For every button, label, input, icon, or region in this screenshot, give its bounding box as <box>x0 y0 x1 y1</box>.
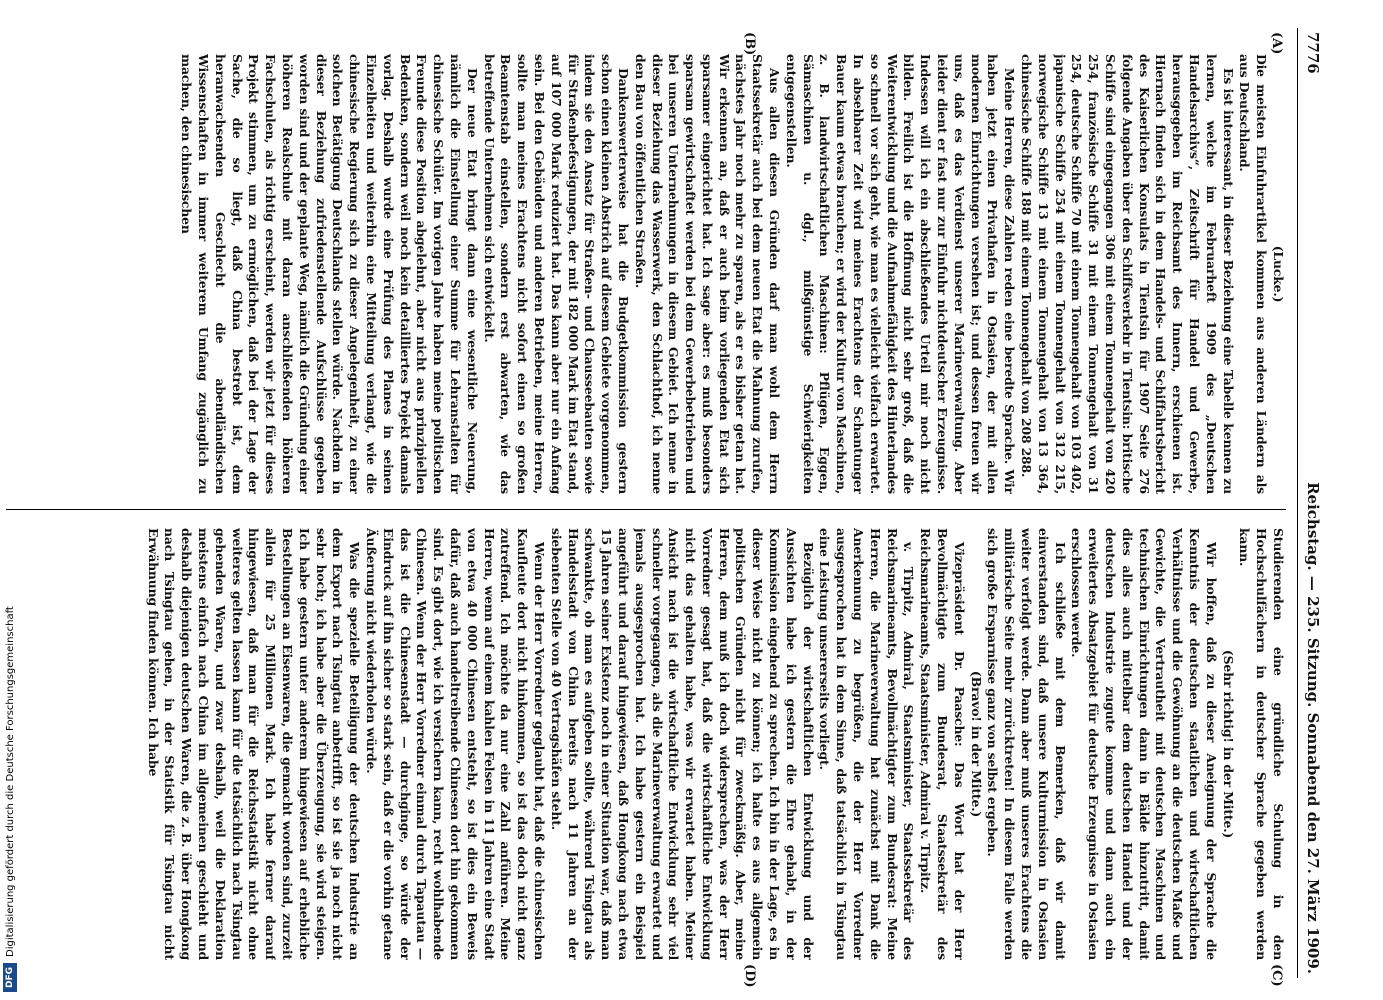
paragraph: Ich schließe mit dem Bemerken, daß wir damit einverstanden sind, daß unsere Kulturmission in Ostasien weiter verfolgt werde. Dann aber muß unseres Erachtens die militärische Seite mehr zurücktreten! In diesem Falle werden sich große Ersparnisse ganz von selbst ergeben. <box>985 528 1068 960</box>
running-head <box>1297 28 1322 978</box>
interjection: (Sehr richtig! in der Mitte.) <box>1220 649 1236 839</box>
paragraph: Wenn der Herr Vorredner geglaubt hat, daß die chinesischen Kaufleute dort nicht hinkommen, so ist das doch nicht ganz zutreffend. Ich möchte da nur eine Zahl anführen. Meine Herren, wenn auf einem kahlen Felsen in 11 Jahren eine Stadt von etwa 40 000 Chinesen entsteht, so ist dies ein Beweis dafür, daß auch handeltreibende Chinesen dort hin gekommen sind. Es gibt dort, wie ich versichern kann, recht wohlhabende Chinesen. Wenn der Herr Vorredner einmal durch Tapautau — das ist die Chinesenstadt — durchginge, so würde der Eindruck auf ihn sicher so stark sein, daß er die vorhin getane Äußerung nicht wiederholen würde. <box>363 528 547 960</box>
digitization-footer <box>0 0 20 1000</box>
page-title: Reichstag. — 235. Sitzung. Sonnabend den 27. März 1909. <box>1304 482 1322 974</box>
paragraph: Der neue Etat bringt dann eine wesentliche Neuerung, nämlich die Einstellung einer Summe für Lehranstalten für chinesische Schüler. Im vorigen Jahre haben meine politischen Freunde diese Position abgelehnt, aber nicht aus prinzipiellen Bedenken, sondern weil noch kein detailliertes Projekt damals vorlag. Deshalb wurde eine Prüfung des Planes in seinen Einzelheiten und weiterhin eine Mitteilung verlangt, wie die chinesische Regierung sich zu dieser Angelegenheit, zu einer solchen Betätigung Deutschlands stellen würde. Nachdem in dieser Beziehung zufriedenstellende Aufschlüsse gegeben worden sind und der geplante Weg, nämlich die Gründung einer höheren Realschule mit daran anschließenden höheren Fachschulen, als richtig erscheint, werden wir jetzt für dieses Projekt stimmen, um zu ermöglichen, daß bei der Lage der Sache, die so liegt, daß China bestrebt ist, dem heranwachsenden Geschlecht die abendländischen Wissenschaften in immer weiterem Umfang zugänglich zu machen, den chinesischen <box>179 54 480 494</box>
paragraph: Meine Herren, diese Zahlen reden eine beredte Sprache. Wir haben jetzt einen Privathafen in Ostasien, der mit allen modernen Einrichtungen versehen ist; und dessen freuen wir uns, daß es das Verdienst unserer Marineverwaltung. Aber leider dient er fast nur zur Einfuhr nichtdeutscher Erzeugnisse. Indessen will ich ein abschließendes Urteil mir noch nicht bilden. Freilich ist die Hoffnung nicht sehr groß, daß die Weiterentwicklung und die Aufnahmefähigkeit des Hinterlandes so schnell vor sich geht, wie man es vielleicht vielfach erwartet. In absehbarer Zeit wird meines Erachtens der Schantunger Bauer kaum etwas brauchen; er wird der Kultur von Maschinen, z. B. landwirtschaftlichen Maschinen: Pflügen, Eggen, Sämaschinen u. dgl., mißgünstige Schwierigkeiten entgegenstellen. <box>783 54 1018 494</box>
speaker-label: (Lucke.) <box>1271 245 1286 303</box>
paragraph: Wir hoffen, daß zu dieser Aneignung der Sprache die Kenntnis der deutschen staatlichen und wirtschaftlichen Verhältnisse und die Gewöhnung an die deutschen Maße und Gewichte, die Vertrautheit mit deutschen Maschinen und technischen Einrichtungen dann in Bälde hinzutritt, damit dies alles auch mittelbar dem deutschen Handel und der deutschen Industrie zugute komme und dann auch ein erweitertes Absatzgebiet für deutsche Erzeugnisse in Ostasien erschlossen werde. <box>1069 528 1219 960</box>
margin-mark-c: (C) <box>1269 964 1284 987</box>
margin-mark-d: (D) <box>742 964 757 988</box>
footer-text: Digitalisierung gefördert durch die Deutsche Forschungsgemeinschaft <box>4 606 16 957</box>
paragraph: Vizepräsident Dr. Paasche: Das Wort hat der Herr Bevollmächtigte zum Bundesrat, Staatssekretär des Reichsmarineamts, Staatsminister, Admiral v. Tirpitz. <box>918 528 967 960</box>
page-number: 7776 <box>1304 32 1322 74</box>
margin-mark-a: (A) <box>1269 32 1284 55</box>
interjection: (Bravo! in der Mitte.) <box>968 670 984 818</box>
paragraph: Dankenswerterweise hat die Budgetkommission gestern schon einen kleinen Abstrich auf diesem Gebiete vorgenommen, indem sie den Ansatz für Straßen- und Chausseebauten sowie für Straßenbefestigungen, der mit 182 000 Mark im Etat stand, auf 107 000 Mark reduziert hat. Das kann aber nur ein Anfang sein. Bei den Gebäuden und anderen Betrieben, meine Herren, sollte man meines Erachtens nicht sofort einen so großen Beamtenstab einstellen, sondern erst abwarten, wie das betreffende Unternehmen sich entwickelt. <box>481 54 631 494</box>
paragraph: v. Tirpitz, Admiral, Staatsminister, Staatssekretär des Reichsmarineamts, Bevollmächtigter zum Bundesrat: Meine Herren, die Marineverwaltung hat zunächst mit Dank die Anerkennung zu begrüßen, die der Herr Vorredner ausgesprochen hat in dem Sinne, daß tatsächlich in Tsingtau eine Leistung unsererseits vorliegt. <box>817 528 917 960</box>
paragraph: Studierenden eine gründliche Schulung in den Hochschulfächern in deutscher Sprache gegeben werden kann. <box>1237 528 1286 960</box>
paragraph: Was die spezielle Beteiligung der deutschen Industrie an dem Export nach Tsingtau anbetrifft, so ist sie ja noch nicht sehr hoch; ich habe aber die Überzeugung, sie wird steigen. Ich habe gestern unter anderem hingewiesen auf erhebliche Bestellungen an Eisenwaren, die gemacht worden sind, zurzeit allein für 25 Millionen Mark. Ich habe ferner darauf hingewiesen, daß man für die Reichsstatistik nicht ohne weiteres gelten lassen kann für die tatsächlich nach Tsingtau gehenden Waren, und zwar deshalb, weil die Deklaration meistens einfach nach China im allgemeinen geschieht und deshalb diejenigen deutschen Waren, die z. B. über Hongkong nach Tsingtau gehen, in der Statistik für Tsingtau nicht Erwähnung finden können. Ich habe <box>145 528 363 960</box>
paragraph: Die meisten Einfuhrartikel kommen aus anderen Ländern als aus Deutschland. <box>1237 54 1270 494</box>
left-column <box>6 54 1286 494</box>
paragraph: Aus allen diesen Gründen darf man wohl dem Herrn Staatssekretär auch bei dem neuen Etat die Mahnung zurufen, nächstes Jahr noch mehr zu sparen, als er es bisher getan hat. Wir erkennen an, daß er auch beim vorliegenden Etat sich sparsamer eingerichtet hat. Ich sage aber: es muß besonders sparsam gewirtschaftet werden bei dem Gewerbebetrieben und bei unseren Unternehmungen in diesem Gebiet. Ich nenne in dieser Beziehung das Wasserwerk, den Schlachthof, ich nenne den Bau von öffentlichen Straßen. <box>632 54 783 494</box>
paragraph: Bezüglich der wirtschaftlichen Entwicklung und der Aussichten habe ich gestern die Ehre gehabt, in der Kommission eingehend zu sprechen. Ich bin in der Lage, es in dieser Weise nicht zu können; ich halte es aus allgemein politischen Gründen nicht für zweckmäßig. Aber, meine Herren, dem muß ich doch widersprechen, was der Herr Vorredner gesagt hat, daß die wirtschaftliche Entwicklung nicht das gehalten habe, was wir erwartet haben. Meiner Ansicht nach ist die wirtschaftliche Entwicklung sehr viel schneller vorgegangen, als die Marineverwaltung erwartet und jemals ausgesprochen hat. Ich habe gestern ein Beispiel angeführt und darauf hingewiesen, daß Hongkong nach etwa 15 Jahren seiner Existenz noch in einer Situation war, daß man schwankte, ob man es aufgeben sollte, während Tsingtau als Handelsstadt von China bereits nach 11 Jahren an der siebenten Stelle von 40 Vertragshäfen steht. <box>548 528 816 960</box>
printed-page <box>2 28 1322 988</box>
margin-mark-b: (B) <box>742 32 757 56</box>
right-column <box>6 528 1286 960</box>
column-divider <box>6 509 1286 510</box>
dfg-logo: DFG <box>3 963 17 992</box>
paragraph: Es ist interessant, in dieser Beziehung eine Tabelle kennen zu lernen, welche im Februarheft 1909 des „Deutschen Handelsarchivs“, Zeitschrift für Handel und Gewerbe, herausgegeben im Reichsamt des Innern, erschienen ist. Hiernach finden sich in dem Handels- und Schiffahrtsbericht des Kaiserlichen Konsulats in Tientsin für 1907 Seite 276 folgende Angaben über den Schiffsverkehr in Tientsin: britische Schiffe sind eingegangen 306 mit einem Tonnengehalt von 420 254, französische Schiffe 31 mit einem Tonnengehalt von 31 254, deutsche Schiffe 70 mit einem Tonnengehalt von 103 402, japanische Schiffe 254 mit einem Tonnengehalt von 312 215, norwegische Schiffe 13 mit einem Tonnengehalt von 13 364, chinesische Schiffe 188 mit einem Tonnengehalt von 208 288. <box>1019 54 1236 494</box>
